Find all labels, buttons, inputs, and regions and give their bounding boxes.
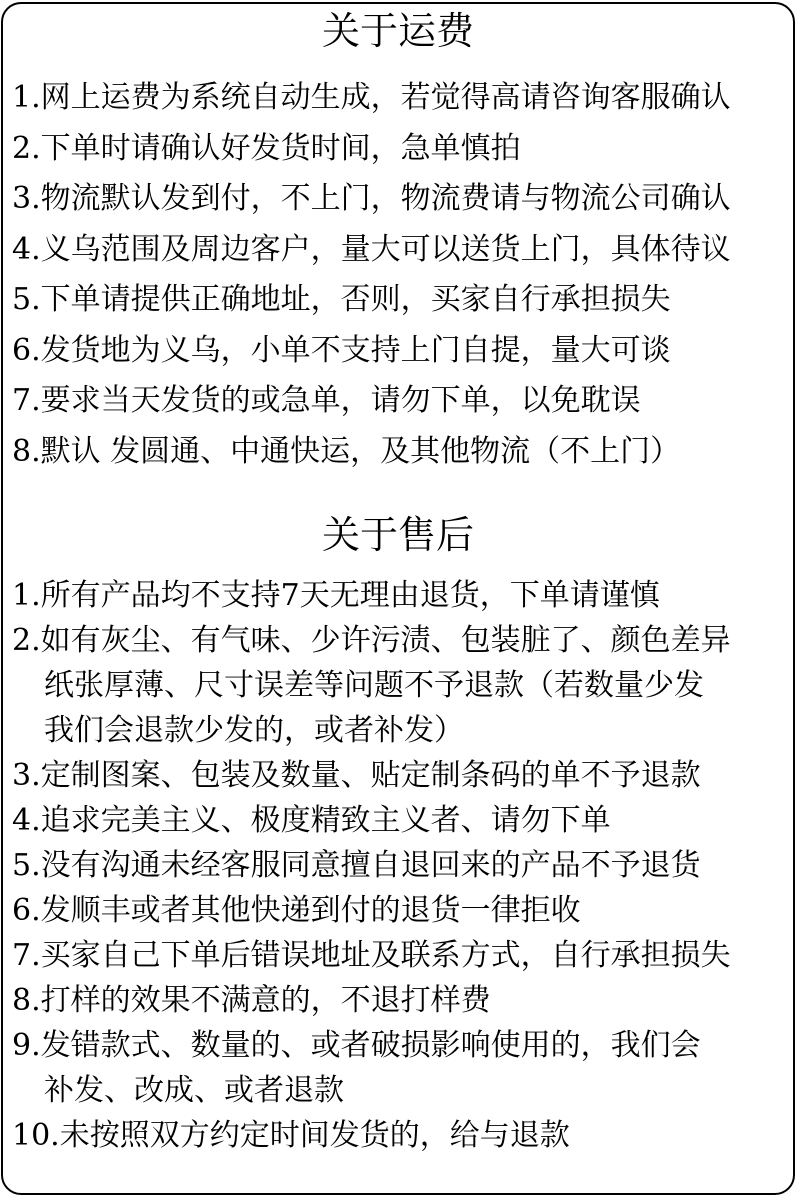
rule-text: 网上运费为系统自动生成，若觉得高请咨询客服确认 bbox=[40, 80, 731, 115]
shipping-rule-item bbox=[12, 378, 731, 429]
rule-text: 默认 发圆通、中通快运，及其他物流（不上门） bbox=[40, 433, 681, 469]
rule-number: 3. bbox=[12, 181, 41, 216]
shipping-rule-item bbox=[12, 75, 731, 126]
shipping-rule-item bbox=[12, 328, 731, 379]
rule-text: 追求完美主义、极度精致主义者、请勿下单 bbox=[40, 803, 611, 838]
aftersales-rule-item bbox=[12, 933, 731, 978]
rule-text: 未按照双方约定时间发货的，给与退款 bbox=[59, 1118, 570, 1153]
aftersales-rule-item bbox=[12, 798, 731, 843]
shipping-section-title: 关于运费 bbox=[321, 9, 474, 53]
rule-text: 发货地为义乌，小单不支持上门自提，量大可谈 bbox=[40, 332, 671, 368]
rule-number: 6. bbox=[12, 332, 41, 368]
rule-text-continuation: 纸张厚薄、尺寸误差等问题不予退款（若数量少发 bbox=[44, 668, 704, 703]
rule-number: 2. bbox=[12, 623, 41, 658]
rule-text: 所有产品均不支持7天无理由退货，下单请谨慎 bbox=[40, 578, 660, 613]
rule-text: 要求当天发货的或急单，请勿下单，以免耽误 bbox=[40, 383, 641, 418]
rule-text: 下单时请确认好发货时间，急单慎拍 bbox=[40, 130, 521, 166]
shipping-rules-list bbox=[12, 75, 731, 479]
rule-number: 6. bbox=[12, 893, 41, 928]
rule-text: 下单请提供正确地址，否则，买家自行承担损失 bbox=[40, 282, 671, 317]
aftersales-rules-list bbox=[12, 573, 731, 1158]
rule-number: 9. bbox=[12, 1028, 41, 1063]
aftersales-rule-item bbox=[12, 888, 731, 933]
rule-text-continuation: 补发、改成、或者退款 bbox=[44, 1073, 344, 1108]
rule-number: 1. bbox=[12, 80, 41, 115]
rule-number: 3. bbox=[12, 758, 41, 793]
rule-number: 4. bbox=[12, 231, 41, 267]
rule-text: 定制图案、包装及数量、贴定制条码的单不予退款 bbox=[40, 758, 701, 793]
shipping-rule-item bbox=[12, 277, 731, 328]
aftersales-section-title: 关于售后 bbox=[321, 513, 474, 557]
aftersales-rule-item bbox=[12, 1023, 731, 1113]
rule-text: 义乌范围及周边客户，量大可以送货上门，具体待议 bbox=[40, 231, 731, 267]
shipping-rule-item bbox=[12, 227, 731, 278]
rule-number: 5. bbox=[12, 848, 41, 883]
shipping-rule-item bbox=[12, 126, 731, 177]
aftersales-rule-item bbox=[12, 753, 731, 798]
rule-text: 发顺丰或者其他快递到付的退货一律拒收 bbox=[40, 893, 581, 928]
aftersales-rule-item bbox=[12, 978, 731, 1023]
aftersales-rule-item bbox=[12, 618, 731, 753]
aftersales-rule-item bbox=[12, 1113, 731, 1158]
rule-text: 打样的效果不满意的，不退打样费 bbox=[40, 983, 491, 1018]
rule-text: 买家自己下单后错误地址及联系方式，自行承担损失 bbox=[40, 938, 731, 973]
rule-text: 发错款式、数量的、或者破损影响使用的，我们会 bbox=[40, 1028, 701, 1063]
shipping-rule-item bbox=[12, 176, 731, 227]
rule-number: 4. bbox=[12, 803, 41, 838]
rule-number: 7. bbox=[12, 383, 41, 418]
rule-number: 10. bbox=[12, 1118, 60, 1153]
rule-text-continuation: 我们会退款少发的，或者补发） bbox=[44, 713, 464, 748]
aftersales-rule-item bbox=[12, 843, 731, 888]
rule-text: 物流默认发到付，不上门，物流费请与物流公司确认 bbox=[40, 181, 731, 216]
shipping-rule-item bbox=[12, 429, 731, 480]
rule-number: 1. bbox=[12, 578, 41, 613]
rule-text: 如有灰尘、有气味、少许污渍、包装脏了、颜色差异 bbox=[40, 623, 731, 658]
aftersales-rule-item bbox=[12, 573, 731, 618]
rule-number: 2. bbox=[12, 130, 41, 166]
rule-number: 8. bbox=[12, 433, 41, 469]
policy-card bbox=[1, 2, 795, 1195]
rule-text: 没有沟通未经客服同意擅自退回来的产品不予退货 bbox=[40, 848, 701, 883]
rule-number: 5. bbox=[12, 282, 41, 317]
rule-number: 8. bbox=[12, 983, 41, 1018]
rule-number: 7. bbox=[12, 938, 41, 973]
